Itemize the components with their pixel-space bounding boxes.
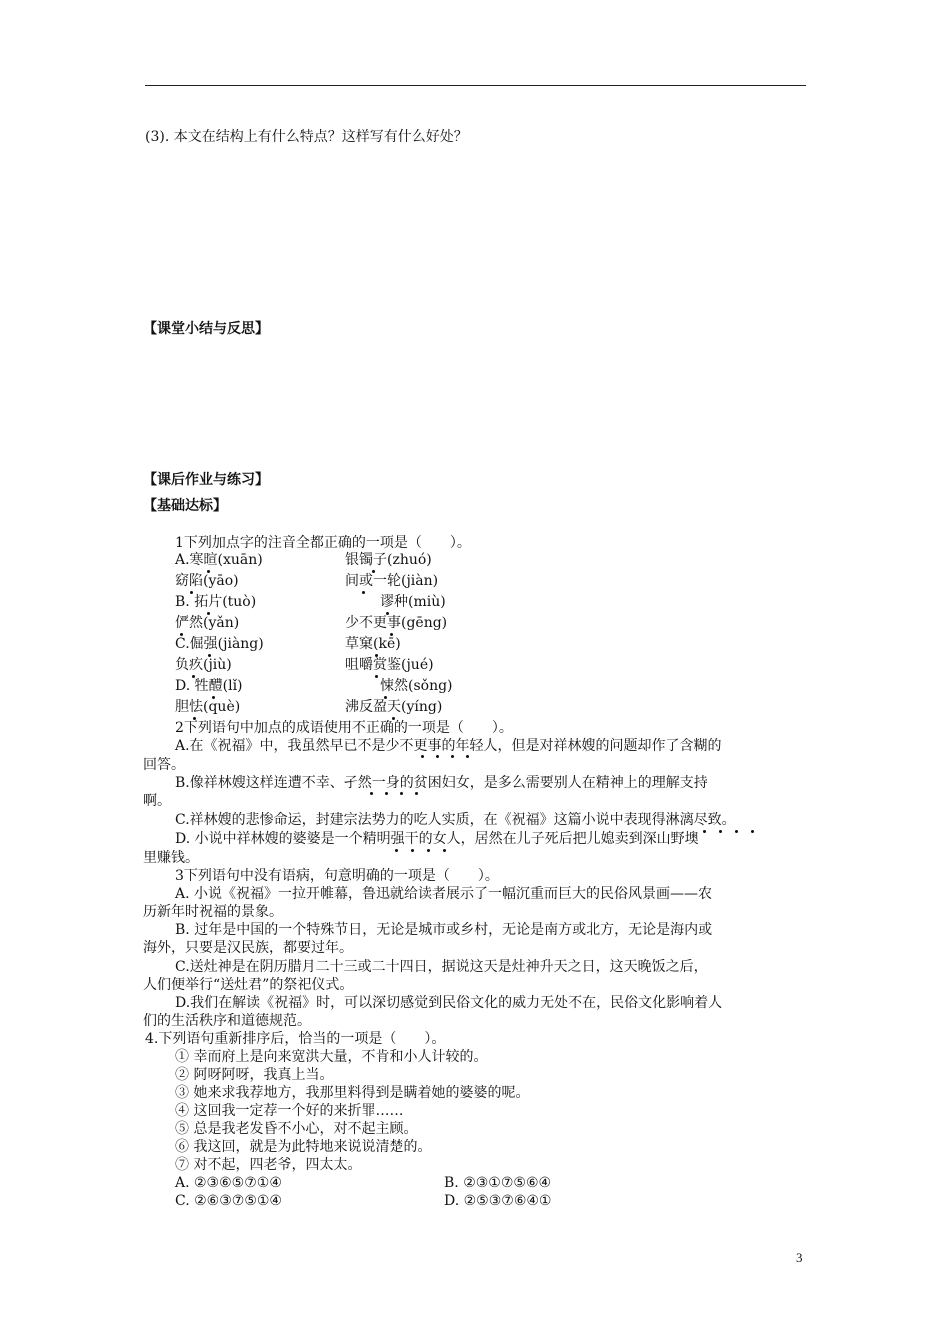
- emphasis-dot: [415, 792, 418, 795]
- q2-option-b: B.像祥林嫂这样连遭不幸、孑然一身的贫困妇女，是多么需要别人在精神上的理解支持: [175, 775, 708, 791]
- q3b-option-d: D.我们在解读《祝福》时，可以深切感觉到民俗文化的威力无处不在，民俗文化影响着人: [175, 995, 723, 1011]
- emphasis-dot: [395, 849, 398, 852]
- q3b-option-c-cont: 人们便举行“送灶君”的祭祀仪式。: [143, 977, 354, 993]
- section-basic-heading: 【基础达标】: [143, 498, 227, 514]
- q1-option-a-3: 窈陷(yāo): [175, 573, 239, 589]
- q1-option-b-2: 谬种(miù): [380, 594, 446, 610]
- q1-option-c-3: 负疚(jiù): [175, 657, 232, 673]
- q4-item-5: ⑤ 总是我老发昏不小心，对不起主顾。: [175, 1121, 418, 1137]
- emphasis-dot: [390, 633, 393, 636]
- q1-option-b-1: B. 拓片(tuò): [175, 594, 257, 610]
- q2-option-d-cont: 里赚钱。: [143, 850, 199, 866]
- q1-option-d-4: 沸反盈天(yíng): [345, 699, 443, 715]
- emphasis-dot: [362, 591, 365, 594]
- q1-option-b-3: 俨然(yǎn): [175, 615, 240, 631]
- q1-option-c-1: C.倔强(jiàng): [175, 636, 264, 652]
- section-summary-heading: 【课堂小结与反思】: [143, 321, 269, 337]
- emphasis-dot: [719, 830, 722, 833]
- q1-option-d-2: 悚然(sǒng): [380, 678, 453, 694]
- q2-option-b-cont: 啊。: [143, 793, 171, 809]
- emphasis-dot: [411, 849, 414, 852]
- q1-option-a-4: 间或一轮(jiàn): [345, 573, 439, 589]
- q3b-stem: 3下列语句中没有语病，句意明确的一项是（ ）。: [175, 868, 499, 884]
- q4-item-7: ⑦ 对不起，四老爷，四太太。: [175, 1157, 362, 1173]
- emphasis-dot: [751, 830, 754, 833]
- question-3-structure: (3). 本文在结构上有什么特点？这样写有什么好处？: [145, 129, 468, 145]
- q1-option-d-3: 胆怯(què): [175, 699, 241, 715]
- q4-item-6: ⑥ 我这回，就是为此特地来说说清楚的。: [175, 1139, 432, 1155]
- emphasis-dot: [400, 792, 403, 795]
- emphasis-dot: [703, 830, 706, 833]
- q2-option-a: A.在《祝福》中，我虽然早已不是少不更事的年轻人，但是对祥林嫂的问题却作了含糊的: [175, 738, 722, 754]
- q2-option-d: D. 小说中祥林嫂的婆婆是一个精明强干的女人，居然在儿子死后把儿媳卖到深山野墺: [175, 831, 699, 847]
- header-rule: [145, 85, 806, 86]
- emphasis-dot: [385, 792, 388, 795]
- q3b-option-b-cont: 海外，只要是汉民族，都要过年。: [143, 940, 353, 956]
- q2-stem: 2下列语句中加点的成语使用不正确的一项是（ ）。: [175, 720, 513, 736]
- emphasis-dot: [451, 755, 454, 758]
- emphasis-dot: [386, 612, 389, 615]
- emphasis-dot: [375, 675, 378, 678]
- emphasis-dot: [370, 792, 373, 795]
- page-number: 3: [796, 1250, 803, 1265]
- q4-item-4: ④ 这回我一定荐一个好的来折罪……: [175, 1103, 404, 1119]
- q1-stem: 1下列加点字的注音全都正确的一项是（ ）。: [175, 535, 471, 551]
- q1-option-c-4: 咀嚼赏鉴(jué): [345, 657, 434, 673]
- q4-stem: 4.下列语句重新排序后，恰当的一项是（ ）。: [145, 1031, 446, 1047]
- emphasis-dot: [207, 612, 210, 615]
- emphasis-dot: [375, 654, 378, 657]
- emphasis-dot: [443, 849, 446, 852]
- emphasis-dot: [466, 755, 469, 758]
- emphasis-dot: [427, 849, 430, 852]
- emphasis-dot: [212, 696, 215, 699]
- emphasis-dot: [207, 570, 210, 573]
- emphasis-dot: [192, 675, 195, 678]
- q4-option-a: A. ②③⑥⑤⑦①④: [175, 1175, 282, 1191]
- emphasis-dot: [421, 755, 424, 758]
- q3b-option-a: A. 小说《祝福》一拉开帷幕，鲁迅就给读者展示了一幅沉重而巨大的民俗风景画——农: [175, 886, 713, 902]
- q2-option-a-cont: 回答。: [143, 757, 185, 773]
- q4-option-c: C. ②⑥③⑦⑤①④: [175, 1193, 282, 1209]
- q2-option-c: C.祥林嫂的悲惨命运，封建宗法势力的吃人实质，在《祝福》这篇小说中表现得淋漓尽致。: [175, 812, 736, 828]
- q1-option-d-1: D. 牲醴(lǐ): [175, 678, 243, 694]
- section-homework-heading: 【课后作业与练习】: [143, 472, 269, 488]
- q4-item-2: ② 阿呀阿呀，我真上当。: [175, 1067, 334, 1083]
- q4-item-1: ① 幸而府上是向来宽洪大量，不肯和小人计较的。: [175, 1049, 488, 1065]
- q4-option-d: D. ②⑤③⑦⑥④①: [444, 1193, 552, 1209]
- q1-option-c-2: 草窠(kē): [345, 636, 401, 652]
- q1-option-a-1: A.寒暄(xuān): [175, 552, 263, 568]
- emphasis-dot: [208, 654, 211, 657]
- emphasis-dot: [190, 591, 193, 594]
- q3b-option-a-cont: 历新年时祝福的景象。: [143, 904, 283, 920]
- emphasis-dot: [384, 696, 387, 699]
- emphasis-dot: [436, 755, 439, 758]
- q3b-option-c: C.送灶神是在阴历腊月二十三或二十四日，据说这天是灶神升天之日，这天晚饭之后，: [175, 959, 708, 975]
- q3b-option-d-cont: 们的生活秩序和道德规范。: [143, 1013, 311, 1029]
- emphasis-dot: [372, 570, 375, 573]
- q4-option-b: B. ②③①⑦⑤⑥④: [444, 1175, 552, 1191]
- q4-item-3: ③ 她来求我荐地方，我那里料得到是瞒着她的婆婆的呢。: [175, 1085, 530, 1101]
- q1-option-b-4: 少不更事(gēng): [345, 615, 448, 631]
- q1-option-a-2: 银镯子(zhuó): [345, 552, 432, 568]
- emphasis-dot: [180, 633, 183, 636]
- q3b-option-b: B. 过年是中国的一个特殊节日，无论是城市或乡村，无论是南方或北方，无论是海内或: [175, 922, 713, 938]
- emphasis-dot: [735, 830, 738, 833]
